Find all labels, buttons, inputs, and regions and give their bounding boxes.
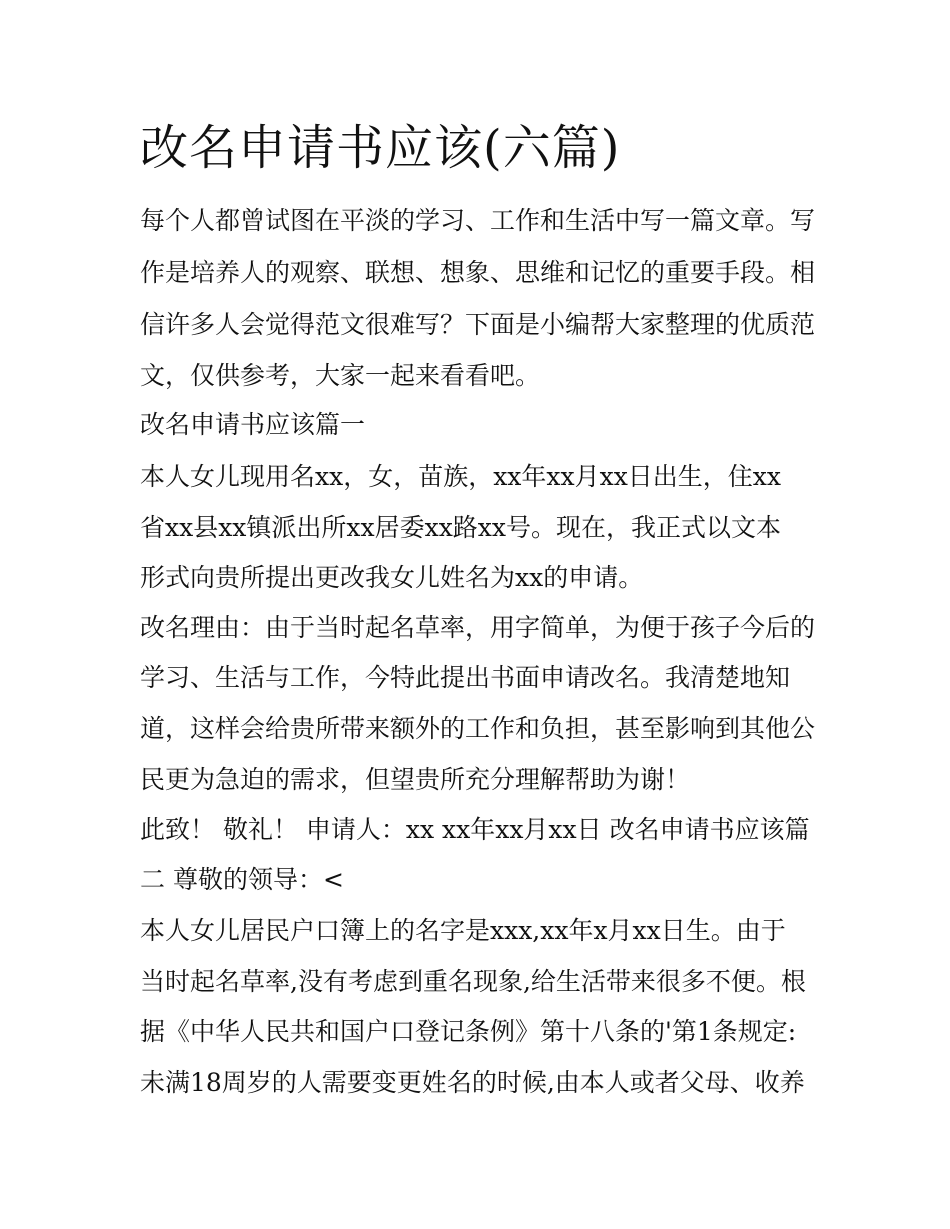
document-title: 改名申请书应该(六篇) <box>140 120 621 176</box>
paragraph-line: 本人女儿居民户口簿上的名字是xxx,xx年x月xx日生。由于 <box>140 916 786 945</box>
paragraph-line: 未满18周岁的人需要变更姓名的时候,由本人或者父母、收养 <box>140 1068 805 1097</box>
paragraph-line: 二 尊敬的领导：< <box>140 865 344 894</box>
paragraph-line: 民更为急迫的需求，但望贵所充分理解帮助为谢！ <box>140 765 691 794</box>
section-heading: 改名申请书应该篇一 <box>140 410 366 439</box>
paragraph-line: 形式向贵所提出更改我女儿姓名为xx的申请。 <box>140 563 644 592</box>
paragraph-line: 此致！ 敬礼！ 申请人：xx xx年xx月xx日 改名申请书应该篇 <box>140 815 810 844</box>
paragraph-line: 作是培养人的观察、联想、想象、思维和记忆的重要手段。相 <box>140 258 816 287</box>
paragraph-line: 信许多人会觉得范文很难写？下面是小编帮大家整理的优质范 <box>140 310 816 339</box>
paragraph-line: 每个人都曾试图在平淡的学习、工作和生活中写一篇文章。写 <box>140 206 816 235</box>
paragraph-line: 改名理由：由于当时起名草率，用字简单，为便于孩子今后的 <box>140 613 816 642</box>
paragraph-line: 省xx县xx镇派出所xx居委xx路xx号。现在，我正式以文本 <box>140 513 781 542</box>
paragraph-line: 当时起名草率,没有考虑到重名现象,给生活带来很多不便。根 <box>140 967 806 996</box>
paragraph-line: 据《中华人民共和国户口登记条例》第十八条的'第1条规定: <box>140 1017 797 1046</box>
paragraph-line: 道，这样会给贵所带来额外的工作和负担，甚至影响到其他公 <box>140 714 816 743</box>
paragraph-line: 本人女儿现用名xx，女，苗族，xx年xx月xx日出生，住xx <box>140 462 781 491</box>
paragraph-line: 学习、生活与工作，今特此提出书面申请改名。我清楚地知 <box>140 663 791 692</box>
paragraph-line: 文，仅供参考，大家一起来看看吧。 <box>140 361 541 390</box>
